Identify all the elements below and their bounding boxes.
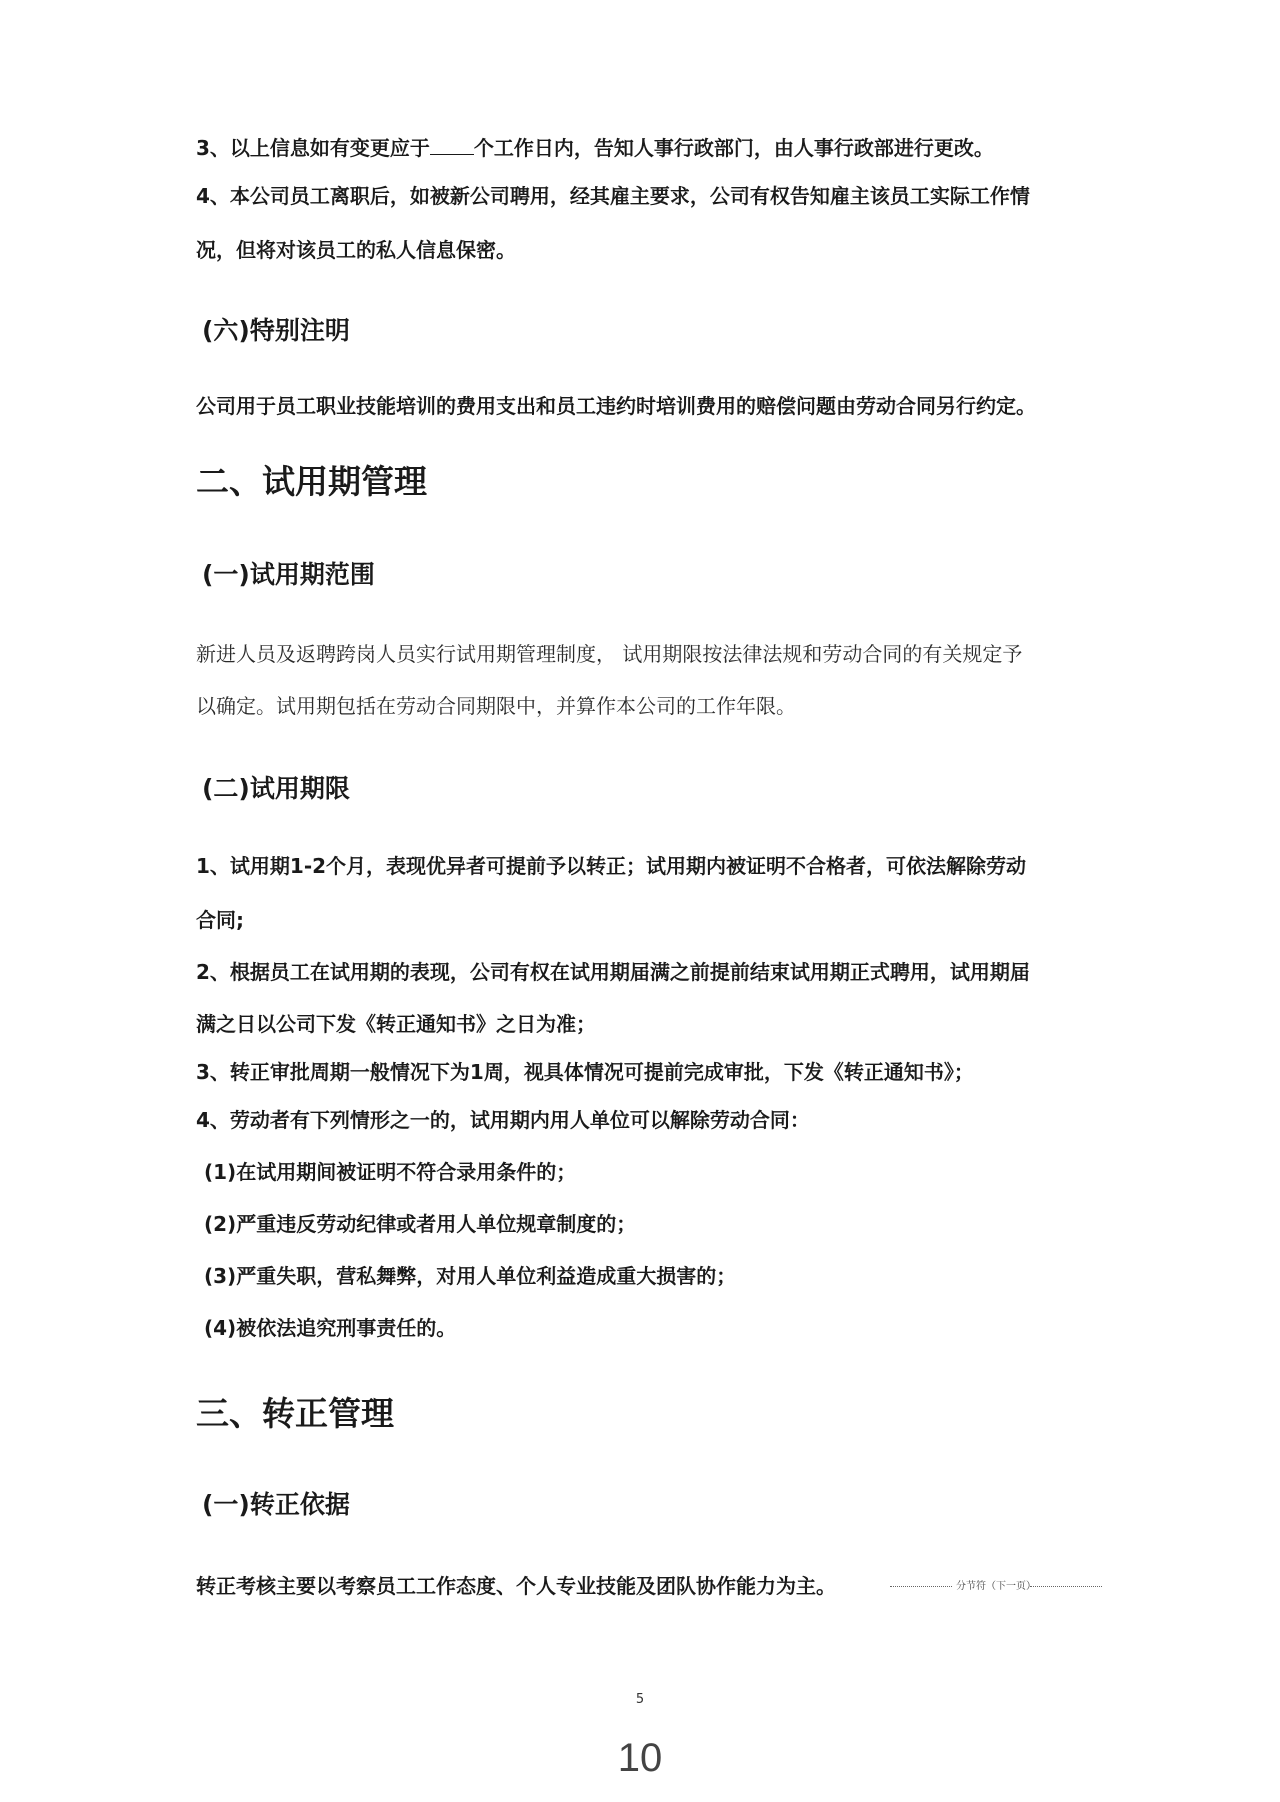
probation-sub-item-1: (1)在试用期间被证明不符合录用条件的； <box>204 1160 577 1184</box>
section-2-heading: 二、试用期管理 <box>196 462 427 501</box>
confirmation-basis-heading: (一)转正依据 <box>202 1490 350 1519</box>
section-break-label: 分节符（下一页） <box>956 1581 1036 1592</box>
special-note-body: 公司用于员工职业技能培训的费用支出和员工违约时培训费用的赔偿问题由劳动合同另行约定。 <box>196 394 1036 418</box>
section-3-heading: 三、转正管理 <box>196 1394 394 1433</box>
item-3-text-before: 3、以上信息如有变更应于 <box>196 136 430 160</box>
probation-scope-line-2: 以确定。试用期包括在劳动合同期限中，并算作本公司的工作年限。 <box>196 694 796 718</box>
probation-sub-item-2: (2)严重违反劳动纪律或者用人单位规章制度的； <box>204 1212 637 1236</box>
special-note-heading: (六)特别注明 <box>202 316 350 345</box>
item-3-text-after: 个工作日内，告知人事行政部门，由人事行政部进行更改。 <box>473 136 994 160</box>
probation-term-item-1-line-2: 合同; <box>196 908 244 932</box>
probation-scope-heading: (一)试用期范围 <box>202 560 375 589</box>
page-number-large: 10 <box>617 1736 663 1780</box>
fill-in-blank <box>430 136 474 155</box>
probation-term-item-3: 3、转正审批周期一般情况下为1周，视具体情况可提前完成审批，下发《转正通知书》； <box>196 1060 974 1084</box>
section-break-marker <box>890 1580 1102 1594</box>
probation-term-item-1-line-1: 1、试用期1-2个月，表现优异者可提前予以转正；试用期内被证明不合格者，可依法解除劳动 <box>196 854 1027 878</box>
section-break-dots-right <box>1030 1586 1102 1587</box>
probation-scope-line-1: 新进人员及返聘跨岗人员实行试用期管理制度， 试用期限按法律法规和劳动合同的有关规定予 <box>196 642 1023 666</box>
probation-term-item-2-line-2: 满之日以公司下发《转正通知书》之日为准； <box>196 1012 596 1036</box>
page-number-footer: 5 <box>635 1692 645 1707</box>
paragraph-item-3 <box>196 134 994 162</box>
section-break-dots-left <box>890 1586 952 1587</box>
probation-term-item-4: 4、劳动者有下列情形之一的，试用期内用人单位可以解除劳动合同： <box>196 1108 810 1132</box>
confirmation-basis-body: 转正考核主要以考察员工工作态度、个人专业技能及团队协作能力为主。 <box>196 1574 836 1598</box>
probation-term-heading: (二)试用期限 <box>202 774 350 803</box>
probation-sub-item-4: (4)被依法追究刑事责任的。 <box>204 1316 457 1340</box>
probation-term-item-2-line-1: 2、根据员工在试用期的表现，公司有权在试用期届满之前提前结束试用期正式聘用，试用期届 <box>196 960 1030 984</box>
paragraph-item-4-line-1: 4、本公司员工离职后，如被新公司聘用，经其雇主要求，公司有权告知雇主该员工实际工作情 <box>196 184 1030 208</box>
paragraph-item-4-line-2: 况，但将对该员工的私人信息保密。 <box>196 238 516 262</box>
probation-sub-item-3: (3)严重失职，营私舞弊，对用人单位利益造成重大损害的； <box>204 1264 737 1288</box>
